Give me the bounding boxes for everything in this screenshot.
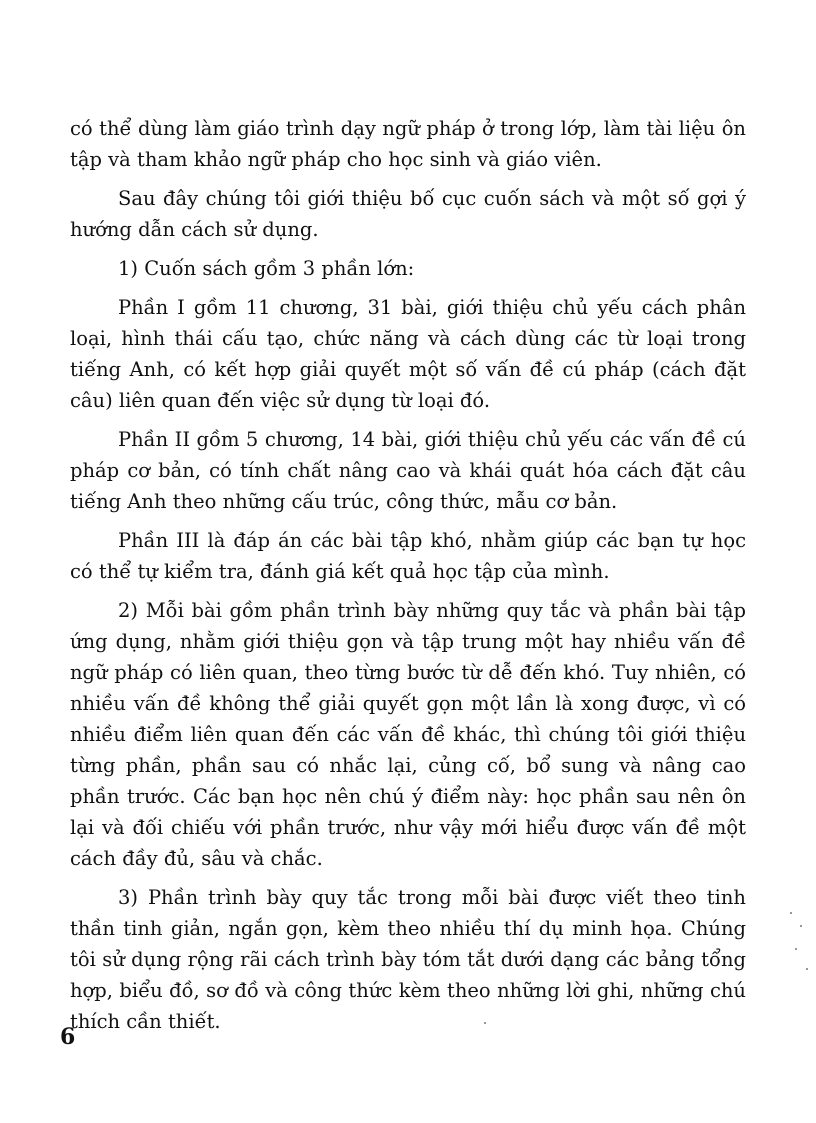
- page-body: [70, 113, 746, 1045]
- paragraph: Phần I gồm 11 chương, 31 bài, giới thiệu chủ yếu cách phân loại, hình thái cấu tạo, chức năng và cách dùng các từ loại trong tiếng Anh, có kết hợp giải quyết một số vấn đề cú pháp (cách đặt câu) liên quan đến việc sử dụng từ loại đó.: [70, 296, 746, 412]
- scan-speck: [790, 912, 792, 914]
- paragraph: 2) Mỗi bài gồm phần trình bày những quy tắc và phần bài tập ứng dụng, nhằm giới thiệu gọn và tập trung một hay nhiều vấn đề ngữ pháp có liên quan, theo từng bước từ dễ đến khó. Tuy nhiên, có nhiều vấn đề không thể giải quyết gọn một lần là xong được, vì có nhiều điểm liên quan đến các vấn đề khác, thì chúng tôi giới thiệu từng phần, phần sau có nhắc lại, củng cố, bổ sung và nâng cao phần trước. Các bạn học nên chú ý điểm này: học phần sau nên ôn lại và đối chiếu với phần trước, như vậy mới hiểu được vấn đề một cách đầy đủ, sâu và chắc.: [70, 599, 746, 870]
- scan-speck: [795, 948, 797, 950]
- paragraph: Phần III là đáp án các bài tập khó, nhằm giúp các bạn tự học có thể tự kiểm tra, đánh giá kết quả học tập của mình.: [70, 529, 746, 583]
- paragraph: 3) Phần trình bày quy tắc trong mỗi bài được viết theo tinh thần tinh giản, ngắn gọn, kèm theo nhiều thí dụ minh họa. Chúng tôi sử dụng rộng rãi cách trình bày tóm tắt dưới dạng các bảng tổng hợp, biểu đồ, sơ đồ và công thức kèm theo những lời ghi, những chú thích cần thiết.: [70, 886, 746, 1033]
- paragraph: Sau đây chúng tôi giới thiệu bố cục cuốn sách và một số gợi ý hướng dẫn cách sử dụng.: [70, 187, 746, 241]
- scan-speck: [800, 925, 802, 927]
- paragraph: có thể dùng làm giáo trình dạy ngữ pháp ở trong lớp, làm tài liệu ôn tập và tham khảo ngữ pháp cho học sinh và giáo viên.: [70, 117, 746, 171]
- scan-speck: [484, 1022, 486, 1024]
- scan-speck: [806, 968, 808, 970]
- paragraph: 1) Cuốn sách gồm 3 phần lớn:: [118, 257, 415, 280]
- paragraph: Phần II gồm 5 chương, 14 bài, giới thiệu chủ yếu các vấn đề cú pháp cơ bản, có tính chất nâng cao và khái quát hóa cách đặt câu tiếng Anh theo những cấu trúc, công thức, mẫu cơ bản.: [70, 428, 746, 513]
- page-number: 6: [60, 1024, 76, 1050]
